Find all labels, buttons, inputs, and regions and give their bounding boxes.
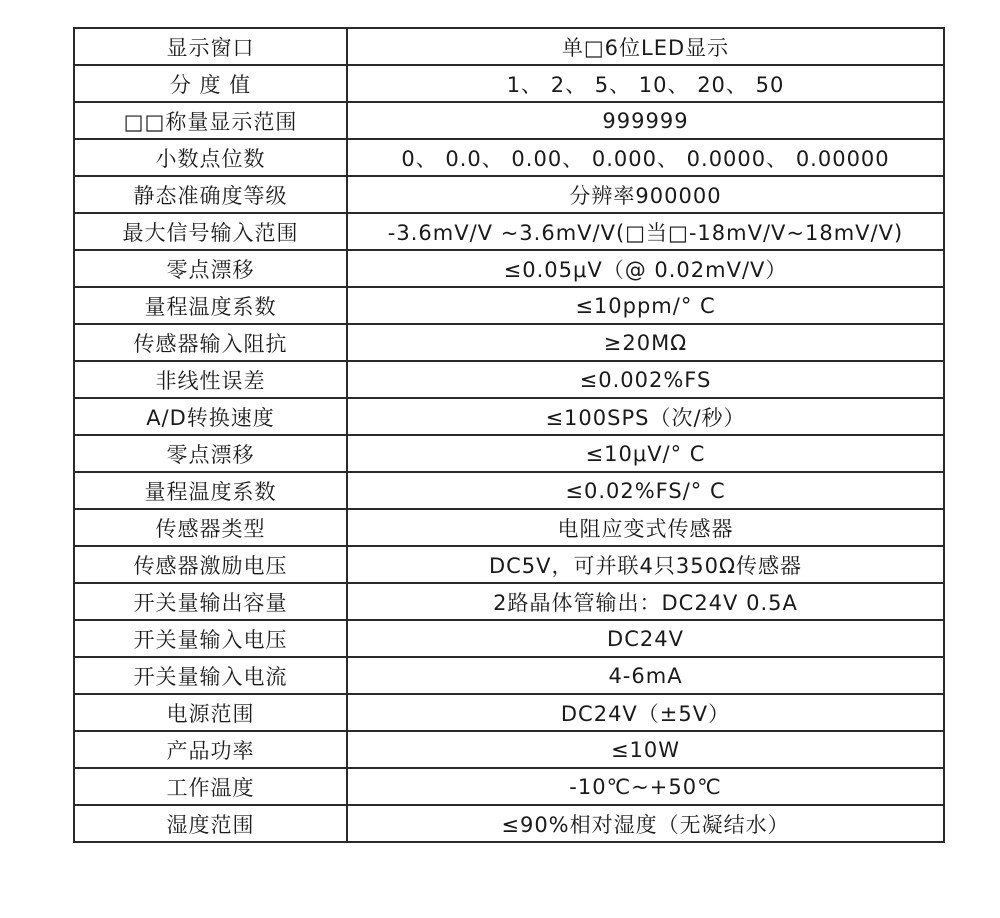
spec-value-cell: ≤10W <box>347 731 944 768</box>
table-row <box>74 546 944 583</box>
spec-value-cell: DC24V <box>347 620 944 657</box>
table-row <box>74 324 944 361</box>
table-row <box>74 65 944 102</box>
spec-value-cell: DC5V，可并联4只350Ω传感器 <box>347 546 944 583</box>
table-row <box>74 583 944 620</box>
spec-value-cell: 1、 2、 5、 10、 20、 50 <box>347 65 944 102</box>
spec-label-cell: 零点漂移 <box>74 435 347 472</box>
table-row <box>74 509 944 546</box>
table-row <box>74 805 944 842</box>
table-row <box>74 213 944 250</box>
spec-label-cell: □□称量显示范围 <box>74 102 347 139</box>
spec-value-cell: 分辨率900000 <box>347 176 944 213</box>
spec-value-cell: 4-6mA <box>347 657 944 694</box>
spec-label-cell: 电源范围 <box>74 694 347 731</box>
spec-value-cell: ≤10ppm/° C <box>347 287 944 324</box>
spec-label-cell: 量程温度系数 <box>74 287 347 324</box>
table-row <box>74 361 944 398</box>
table-row <box>74 694 944 731</box>
table-row <box>74 398 944 435</box>
spec-label-cell: A/D转换速度 <box>74 398 347 435</box>
table-row <box>74 102 944 139</box>
spec-value-cell: DC24V（±5V） <box>347 694 944 731</box>
spec-value-cell: 电阻应变式传感器 <box>347 509 944 546</box>
spec-value-cell: ≤100SPS（次/秒） <box>347 398 944 435</box>
spec-table-body <box>74 28 944 842</box>
spec-label-cell: 静态准确度等级 <box>74 176 347 213</box>
spec-label-cell: 传感器输入阻抗 <box>74 324 347 361</box>
spec-label-cell: 分 度 值 <box>74 65 347 102</box>
spec-label-cell: 湿度范围 <box>74 805 347 842</box>
table-row <box>74 768 944 805</box>
table-row <box>74 287 944 324</box>
spec-label-cell: 产品功率 <box>74 731 347 768</box>
spec-value-cell: ≤0.02%FS/° C <box>347 472 944 509</box>
spec-label-cell: 零点漂移 <box>74 250 347 287</box>
table-row <box>74 620 944 657</box>
table-row <box>74 28 944 65</box>
table-row <box>74 731 944 768</box>
spec-label-cell: 非线性误差 <box>74 361 347 398</box>
spec-value-cell: ≤90%相对湿度（无凝结水） <box>347 805 944 842</box>
spec-value-cell: ≤0.002%FS <box>347 361 944 398</box>
spec-value-cell: 0、 0.0、 0.00、 0.000、 0.0000、 0.00000 <box>347 139 944 176</box>
table-row <box>74 435 944 472</box>
spec-label-cell: 工作温度 <box>74 768 347 805</box>
spec-value-cell: ≤10μV/° C <box>347 435 944 472</box>
table-row <box>74 176 944 213</box>
spec-label-cell: 开关量输入电压 <box>74 620 347 657</box>
spec-label-cell: 量程温度系数 <box>74 472 347 509</box>
spec-value-cell: ≥20MΩ <box>347 324 944 361</box>
spec-value-cell: 999999 <box>347 102 944 139</box>
spec-label-cell: 传感器类型 <box>74 509 347 546</box>
spec-value-cell: ≤0.05μV（@ 0.02mV/V） <box>347 250 944 287</box>
spec-label-cell: 最大信号输入范围 <box>74 213 347 250</box>
spec-value-cell: 2路晶体管输出：DC24V 0.5A <box>347 583 944 620</box>
spec-value-cell: -3.6mV/V ~3.6mV/V(□当□-18mV/V~18mV/V) <box>347 213 944 250</box>
spec-label-cell: 开关量输出容量 <box>74 583 347 620</box>
spec-label-cell: 显示窗口 <box>74 28 347 65</box>
spec-label-cell: 小数点位数 <box>74 139 347 176</box>
spec-label-cell: 开关量输入电流 <box>74 657 347 694</box>
spec-table <box>73 27 945 843</box>
spec-label-cell: 传感器激励电压 <box>74 546 347 583</box>
table-row <box>74 250 944 287</box>
spec-value-cell: -10℃~+50℃ <box>347 768 944 805</box>
spec-value-cell: 单□6位LED显示 <box>347 28 944 65</box>
table-row <box>74 472 944 509</box>
table-row <box>74 657 944 694</box>
table-row <box>74 139 944 176</box>
